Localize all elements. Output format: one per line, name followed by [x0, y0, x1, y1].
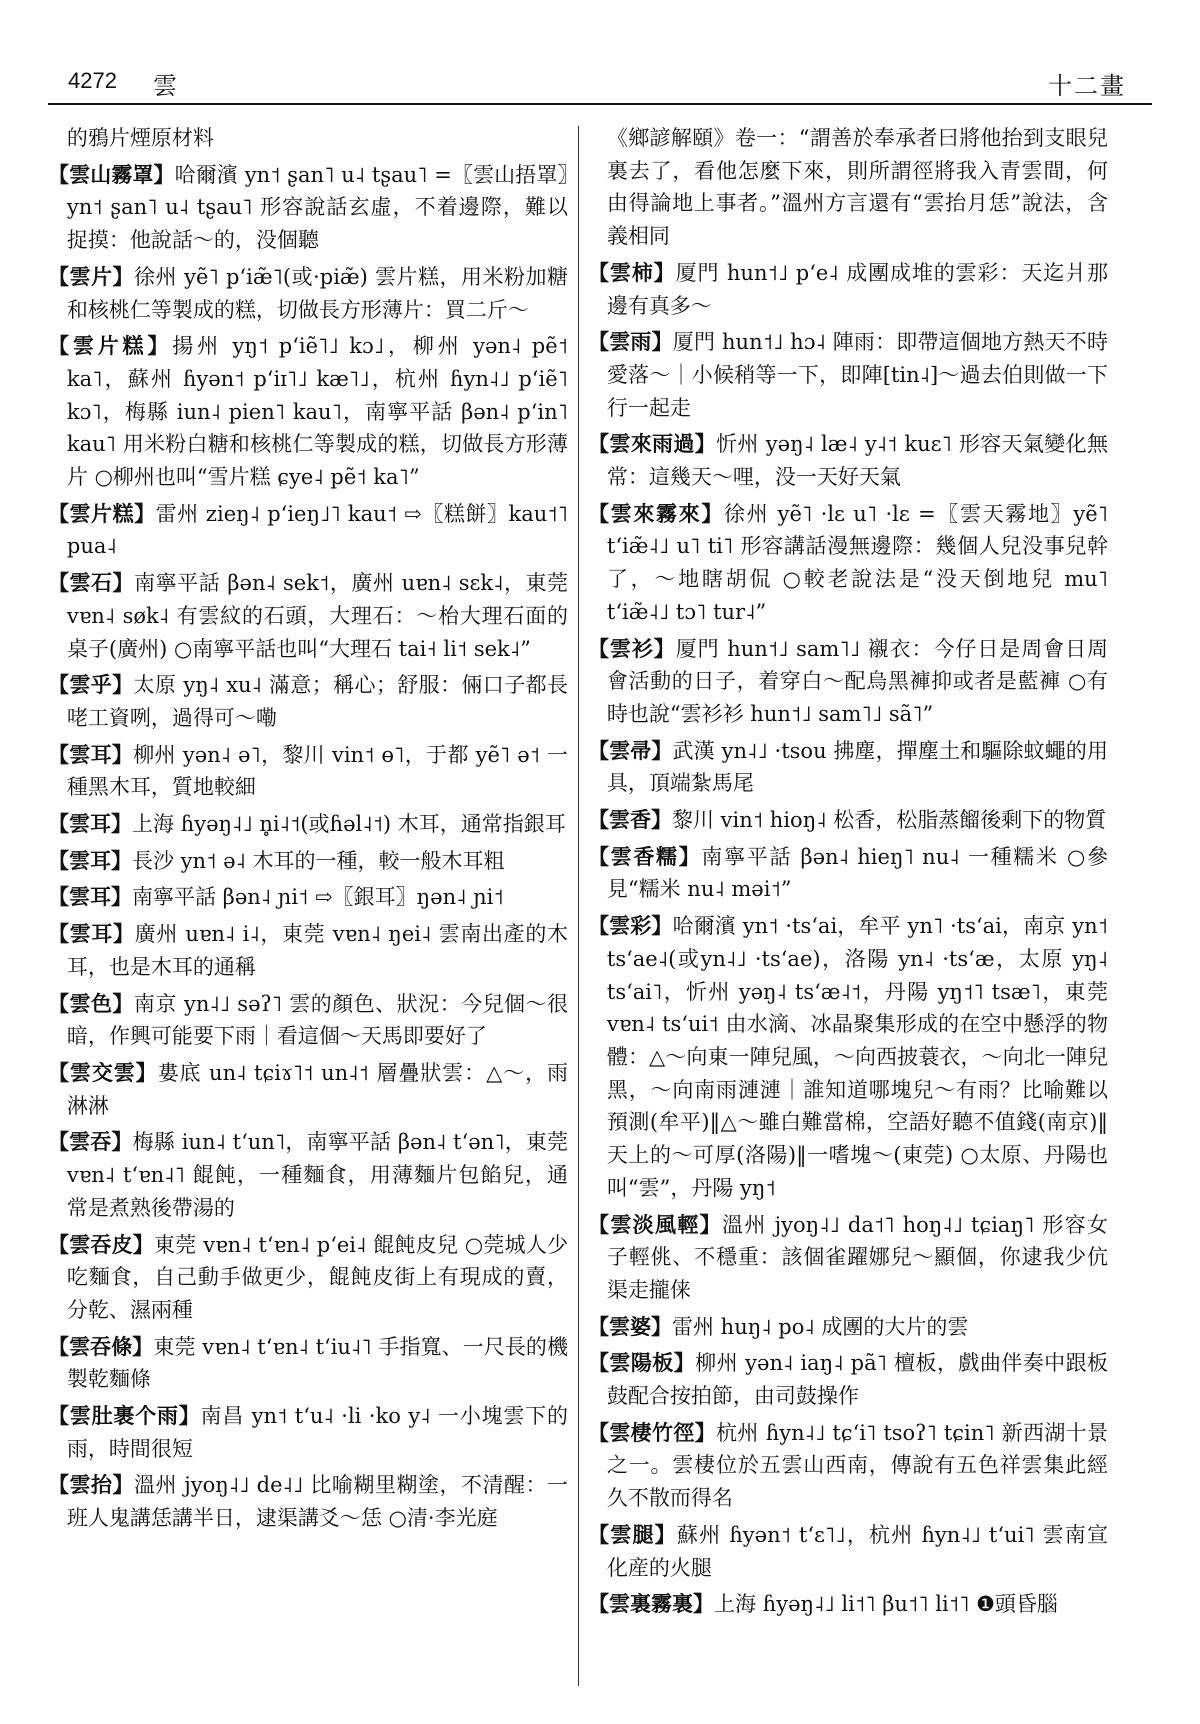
entry-text: 溫州 jyoŋ˨˩ de˨˩ 比喻糊里糊塗，不清醒：一班人鬼講恁講半日，逮渠講爻～恁 ○清·李光庭	[66, 1473, 568, 1531]
entry-text: 雷州 huŋ˨ po˨ 成團的大片的雲	[672, 1314, 969, 1339]
entry-text: 哈爾濱 yn˦ ·tsʻai，牟平 yn˥ ·tsʻai，南京 yn˦ tsʻae˨(或yn˨˩ ·tsʻae)，洛陽 yn˨ ·tsʻæ，太原 yŋ˨ tsʻai˥，忻州 yəŋ˨ tsʻæ˨˦，丹陽 yŋ˦˥ tsæ˥，東莞 vɐn˨ tsʻui˦ 由水滴、冰晶聚集形成的在空中懸浮的物體：△～向東一陣兒風，～向西披蓑衣，～向北一陣兒黑，～向南雨漣漣｜誰知道哪塊兒～有雨？比喻難以預測(牟平)‖△～雖白難當棉，空語好聽不值錢(南京)‖天上的～可厚(洛陽)‖一嗜塊～(東莞) ○太原、丹陽也叫“雲”，丹陽 yŋ˦	[606, 914, 1109, 1200]
entry-text: 上海 ɦyəŋ˨˩ n̥i˨˦(或ɦəl˨˦) 木耳，通常指銀耳	[132, 812, 566, 837]
entry-text: 柳州 yən˨ ə˥，黎川 vin˦ ɵ˥，于都 yẽ˥ ə˦ 一種黑木耳，質地較細	[66, 742, 569, 800]
entry-headword: 【雲彩】	[588, 913, 673, 939]
dictionary-entry	[48, 1229, 568, 1327]
entry-text: 杭州 ɦyn˨˩ tɕʻi˥ tsoʔ˥ tɕin˥ 新西湖十景之一。雲棲位於五雲山西南，傳說有五色祥雲集此經久不散而得名	[606, 1420, 1109, 1511]
entry-headword: 【雲耳】	[48, 884, 132, 910]
dictionary-entry	[48, 669, 568, 734]
dictionary-entry	[588, 122, 1108, 253]
entry-headword: 【雲雨】	[588, 329, 673, 355]
entry-headword: 【雲吞】	[48, 1129, 133, 1155]
right-column	[588, 122, 1108, 1625]
entry-headword: 【雲裏霧裏】	[588, 1591, 714, 1617]
entry-text: 溫州 jyoŋ˨˩ da˦˥ hoŋ˨˩ tɕiaŋ˥ 形容女子輕佻、不穩重：該個雀躍娜兒～顯個，你逮我少伉渠走攏俫	[606, 1212, 1108, 1302]
entry-headword: 【雲陽板】	[588, 1350, 696, 1376]
entry-headword: 【雲片糕】	[48, 333, 173, 359]
dictionary-entry	[588, 1311, 1108, 1344]
entry-text: 梅縣 iun˨ tʻun˥，南寧平話 βən˨ tʻən˥，東莞 vɐn˨ tʻɐn˨˥ 餛飩，一種麵食，用薄麵片包餡兒，通常是煮熟後帶湯的	[66, 1130, 569, 1220]
left-column	[48, 122, 568, 1539]
entry-headword: 【雲婆】	[588, 1313, 672, 1339]
entry-headword: 【雲香糯】	[588, 843, 702, 869]
entry-text: 南京 yn˨˩ səʔ˥ 雲的顏色、狀況：今兒個～很暗，作興可能要下雨｜看這個～天馬即要好了	[66, 991, 569, 1049]
dictionary-entry	[588, 1519, 1108, 1584]
dictionary-entry	[588, 841, 1108, 906]
page-number: 4272	[68, 68, 117, 93]
dictionary-entry	[588, 1417, 1108, 1515]
entry-text: 厦門 hun˦˩ pʻe˨ 成團成堆的雲彩：天迄爿那邊有真多～	[606, 260, 1109, 318]
dictionary-entry	[48, 567, 568, 665]
entry-text: 忻州 yəŋ˨ læ˨ y˨˦ kuɛ˥ 形容天氣變化無常：這幾天～哩，没一天好天氣	[606, 432, 1108, 490]
entry-headword: 【雲吞條】	[48, 1333, 154, 1359]
entry-headword: 【雲耳】	[48, 921, 135, 947]
entry-headword: 【雲交雲】	[48, 1059, 158, 1085]
entry-headword: 【雲帚】	[588, 737, 673, 763]
dictionary-entry	[588, 257, 1108, 322]
entry-text: 武漢 yn˨˩ ·tsou 拂塵，撣塵土和驅除蚊蠅的用具，頂端紮馬尾	[606, 738, 1109, 796]
dictionary-entry	[48, 261, 568, 326]
entry-headword: 【雲抬】	[48, 1472, 135, 1498]
dictionary-entry	[588, 1347, 1108, 1412]
dictionary-entry	[588, 428, 1108, 493]
stroke-section-label: 十二畫	[1048, 72, 1126, 100]
entry-text: 南寧平話 βən˨ sek˦，廣州 uɐn˨ sɛk˨，東莞 vɐn˨ søk˨ 有雲紋的石頭，大理石：～枱大理石面的桌子(廣州) ○南寧平話也叫“大理石 tai˧ li˦ sek˨”	[66, 571, 569, 661]
entry-text: 揚州 yŋ˦ pʻiẽ˥˩ kɔ˩，柳州 yən˨ pẽ˦ ka˥，蘇州 ɦyən˦ pʻiɪ˥˩ kæ˥˩，杭州 ɦyn˨˩ pʻiẽ˥ kɔ˥，梅縣 iun˨ pien˥ kau˥，南寧平話 βən˨ pʻin˥ kau˥ 用米粉白糖和核桃仁等製成的糕，切做長方形薄片 ○柳州也叫“雪片糕 ɕye˨ pẽ˦ ka˥”	[66, 334, 569, 490]
entry-headword: 【雲片糕】	[48, 500, 156, 526]
entry-text: 長沙 yn˦ ə˨ 木耳的一種，較一般木耳粗	[132, 848, 505, 873]
entry-headword: 【雲山霧罩】	[48, 161, 175, 187]
entry-text: 南寧平話 βən˨ hieŋ˥ nu˨ 一種糯米 ○參見“糯米 nu˨ məi˦”	[606, 844, 1109, 902]
entry-text: 太原 yŋ˨ xu˨ 滿意；稱心；舒服：倆口子都長咾工資咧，過得可～嘞	[66, 673, 568, 730]
dictionary-entry	[48, 845, 568, 878]
dictionary-entry	[48, 498, 568, 563]
entry-text: 南寧平話 βən˨ ɲi˦ ⇨〖銀耳〗ŋən˨ ɲi˦	[132, 885, 504, 910]
entry-text: 《鄉諺解頤》卷一：“謂善於奉承者曰將他抬到支眼兒裏去了，看他怎麼下來，則所謂徑將我入青雲間，何由得論地上事者。”溫州方言還有“雲抬月恁”說法，含義相同	[606, 126, 1108, 249]
entry-headword: 【雲來霧來】	[588, 500, 724, 526]
entry-text: 黎川 vin˦ hioŋ˨ 松香，松脂蒸餾後剩下的物質	[672, 808, 1107, 833]
entry-text: 婁底 un˨ tɕiɤ˥˦ un˨˦ 層疊狀雲：△～，雨淋淋	[66, 1060, 568, 1118]
entry-headword: 【雲香】	[588, 807, 672, 833]
entry-text: 上海 ɦyəŋ˨˩ li˦˥ βu˦˥ li˦˥ ❶頭昏腦	[714, 1592, 1058, 1617]
entry-text: 徐州 yẽ˥ ·lɛ u˥ ·lɛ =〖雲天霧地〗yẽ˥ tʻiæ̃˨˩ u˥ ti˥ 形容講話漫無邊際：幾個人兒没事兒幹了，～地瞎胡侃 ○較老說法是“没天倒地兒 mu˥ tʻiæ̃˨˩ tɔ˥ tur˨”	[606, 501, 1108, 624]
entry-text: 雷州 zieŋ˨ pʻieŋ˩˥ kau˦ ⇨〖糕餅〗kau˦˥ pua˨	[66, 501, 568, 559]
entry-text: 東莞 vɐn˨ tʻɐn˨ pʻei˨ 餛飩皮兒 ○莞城人少吃麵食，自己動手做更少，餛飩皮街上有現成的賣，分乾、濕兩種	[66, 1232, 569, 1322]
dictionary-entry	[48, 1400, 568, 1465]
entry-headword: 【雲片】	[48, 263, 134, 289]
entry-text: 的鴉片煙原材料	[66, 126, 214, 150]
header-rule	[48, 103, 1152, 105]
dictionary-entry	[588, 326, 1108, 424]
entry-text: 厦門 hun˦˩ hɔ˨ 陣雨：即帶這個地方熱天不時愛落～｜小候稍等一下，即陣[tin˨]～過去伯則做一下行一起走	[606, 330, 1108, 420]
entry-text: 廣州 uɐn˨ i˨，東莞 vɐn˨ ŋei˨ 雲南出產的木耳，也是木耳的通稱	[66, 922, 568, 979]
dictionary-entry	[48, 1057, 568, 1122]
entry-headword: 【雲石】	[48, 570, 135, 596]
entry-headword: 【雲乎】	[48, 672, 134, 698]
dictionary-entry	[588, 1209, 1108, 1307]
dictionary-entry	[48, 1331, 568, 1396]
entry-text: 哈爾濱 yn˦ ʂan˥ u˨ tʂau˥ =〖雲山捂罩〗yn˦ ʂan˥ u˨ tʂau˥ 形容說話玄虛，不着邊際，難以捉摸：他說話～的，没個聽	[66, 162, 568, 253]
dictionary-entry	[48, 159, 568, 257]
dictionary-entry	[48, 1469, 568, 1534]
entry-text: 東莞 vɐn˨ tʻɐn˨ tʻiu˨˥ 手指寬、一尺長的機製乾麵條	[66, 1334, 568, 1392]
entry-text: 柳州 yən˨ iaŋ˨ pã˥ 檀板，戲曲伴奏中跟板鼓配合按拍節，由司鼓操作	[606, 1351, 1108, 1409]
entry-headword: 【雲肚裹个雨】	[48, 1403, 201, 1429]
entry-headword: 【雲耳】	[48, 847, 132, 873]
entry-headword: 【雲來雨過】	[588, 431, 717, 457]
dictionary-entry	[588, 1588, 1108, 1621]
page-header	[48, 60, 1152, 100]
entry-text: 蘇州 ɦyən˦ tʻɛ˥˩，杭州 ɦyn˨˩ tʻui˥ 雲南宣化産的火腿	[606, 1522, 1109, 1580]
dictionary-entry	[48, 808, 568, 841]
radical-heading: 雲	[153, 72, 177, 100]
entry-headword: 【雲色】	[48, 990, 134, 1016]
entry-text: 厦門 hun˦˩ sam˥˩ 襯衣：今仔日是周會日周會活動的日子，着穿白～配烏黑褲抑或者是藍褲 ○有時也說“雲衫衫 hun˦˩ sam˥˩ sã˥”	[606, 636, 1108, 726]
dictionary-entry	[588, 910, 1108, 1204]
dictionary-entry	[48, 122, 568, 155]
entry-text: 徐州 yẽ˥ pʻiæ̃˥(或·piæ̃) 雲片糕，用米粉加糖和核桃仁等製成的糕，切做長方形薄片：買二斤～	[66, 264, 569, 322]
dictionary-entry	[48, 1126, 568, 1224]
dictionary-entry	[588, 735, 1108, 800]
column-divider	[578, 126, 579, 1686]
dictionary-entry	[48, 739, 568, 804]
dictionary-entry	[48, 988, 568, 1053]
entry-headword: 【雲棲竹徑】	[588, 1419, 717, 1445]
entry-headword: 【雲衫】	[588, 635, 676, 661]
dictionary-entry	[48, 918, 568, 983]
entry-headword: 【雲腿】	[588, 1521, 677, 1547]
entry-headword: 【雲柿】	[588, 259, 676, 285]
entry-headword: 【雲淡風輕】	[588, 1211, 722, 1237]
dictionary-entry	[588, 633, 1108, 731]
entry-headword: 【雲吞皮】	[48, 1231, 154, 1257]
dictionary-entry	[588, 498, 1108, 629]
dictionary-entry	[588, 804, 1108, 837]
entry-headword: 【雲耳】	[48, 811, 132, 837]
dictionary-entry	[48, 330, 568, 494]
dictionary-entry	[48, 881, 568, 914]
entry-text: 南昌 yn˦ tʻu˨ ·li ·ko y˨ 一小塊雲下的雨，時間很短	[66, 1404, 568, 1461]
entry-headword: 【雲耳】	[48, 741, 134, 767]
